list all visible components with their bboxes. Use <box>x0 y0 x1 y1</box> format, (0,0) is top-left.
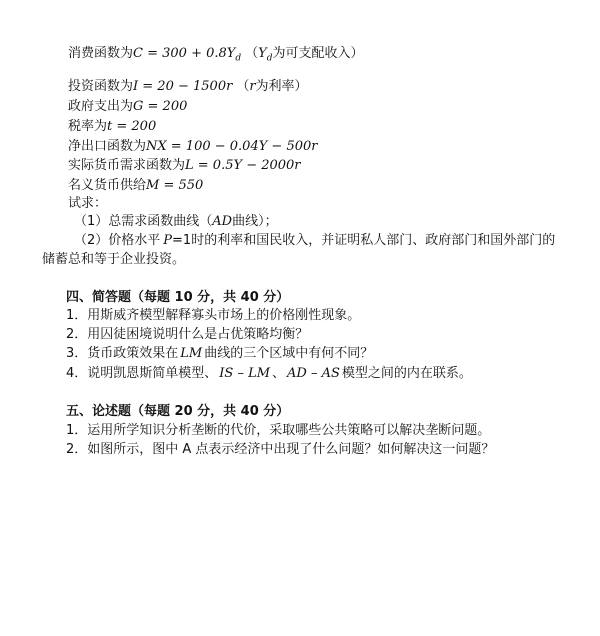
q2-var: P <box>163 233 173 248</box>
q1-var: AD <box>212 214 233 229</box>
question-1 <box>74 214 278 230</box>
government-spending <box>68 99 187 115</box>
q2-pre: （2）价格水平 <box>74 233 161 248</box>
section-4-item-4 <box>66 366 472 382</box>
question-2 <box>74 233 555 249</box>
item4-post: 模型之间的内在联系。 <box>341 366 472 381</box>
note-open: （ <box>245 46 259 61</box>
note-sub: d <box>266 53 273 64</box>
item3-var: LM <box>180 346 203 361</box>
note-text: 为利率） <box>255 79 308 94</box>
label: 名义货币供给 <box>68 178 147 193</box>
section-5-title: 五、论述题（每题 20 分，共 40 分） <box>66 404 290 419</box>
item4-pre: 4．说明凯恩斯简单模型、 <box>66 366 218 381</box>
tax-rate <box>68 119 156 135</box>
item4-var2: AD – AS <box>287 366 340 381</box>
item3-pre: 3．货币政策效果在 <box>66 346 179 361</box>
net-export-function <box>68 139 318 155</box>
formula: t = 200 <box>107 119 157 134</box>
q1-pre: （1）总需求函数曲线（ <box>74 214 213 229</box>
section-4-item-2: 2．用囚徒困境说明什么是占优策略均衡？ <box>66 327 309 342</box>
subscript: d <box>235 53 242 64</box>
item4-var1: IS – LM <box>219 366 271 381</box>
formula: I = 20 − 1500r <box>133 79 233 94</box>
label: 净出口函数为 <box>68 139 147 154</box>
note-text: 为可支配收入） <box>272 46 364 61</box>
question-2-continued: 储蓄总和等于企业投资。 <box>42 252 186 267</box>
q2-post: =1时的利率和国民收入，并证明私人部门、政府部门和国外部门的 <box>172 233 556 248</box>
label: 税率为 <box>68 119 108 134</box>
q1-post: 曲线）； <box>232 214 278 229</box>
section-4-item-3 <box>66 346 373 362</box>
formula: G = 200 <box>133 99 188 114</box>
note-var: r <box>249 79 256 94</box>
formula: M = 550 <box>146 178 204 193</box>
note-var: Y <box>258 46 267 61</box>
formula: C = 300 + 0.8Y <box>133 46 236 61</box>
consumption-function <box>68 46 364 67</box>
section-5-item-2: 2．如图所示，图中 A 点表示经济中出现了什么问题？如何解决这一问题？ <box>66 442 495 457</box>
item3-post: 曲线的三个区域中有何不同？ <box>204 346 374 361</box>
money-demand-function <box>68 158 301 174</box>
section-4-title: 四、简答题（每题 10 分，共 40 分） <box>66 290 290 305</box>
label: 消费函数为 <box>68 46 134 61</box>
label: 投资函数为 <box>68 79 134 94</box>
formula: L = 0.5Y − 2000r <box>185 158 301 173</box>
item4-sep: 、 <box>272 366 286 381</box>
note-open: （ <box>236 79 250 94</box>
section-5-item-1: 1．运用所学知识分析垄断的代价，采取哪些公共策略可以解决垄断问题。 <box>66 423 491 438</box>
formula: NX = 100 − 0.04Y − 500r <box>146 139 318 154</box>
ask-label: 试求： <box>68 196 108 211</box>
money-supply <box>68 178 203 194</box>
label: 政府支出为 <box>68 99 134 114</box>
investment-function <box>68 79 308 95</box>
section-4-item-1: 1．用斯威齐模型解释寡头市场上的价格刚性现象。 <box>66 308 361 323</box>
label: 实际货币需求函数为 <box>68 158 186 173</box>
